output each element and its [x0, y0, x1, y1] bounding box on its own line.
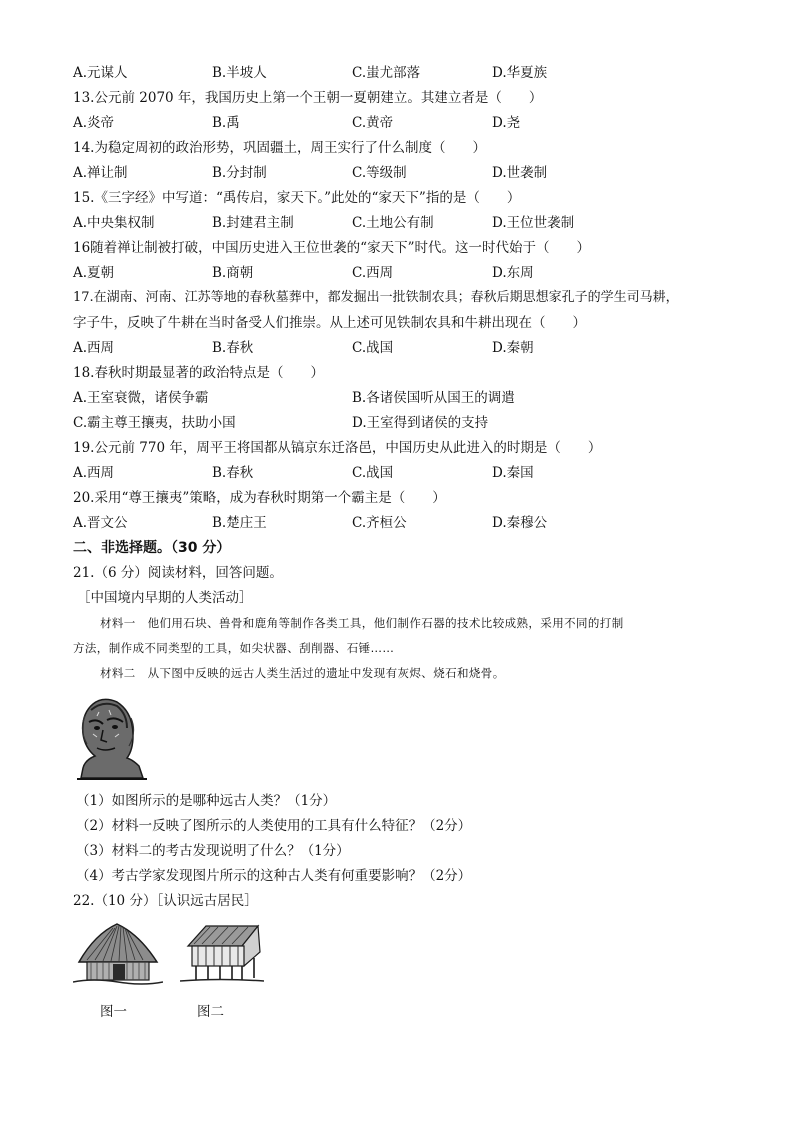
q17-option-a[interactable]: A.西周 [73, 340, 115, 356]
q20-option-c[interactable]: C.齐桓公 [352, 515, 407, 531]
q20-options [73, 514, 733, 532]
q12-option-a[interactable]: A.元谋人 [73, 65, 128, 81]
q16-options [73, 264, 733, 282]
q13-stem: 13.公元前 2070 年，我国历史上第一个王朝一夏朝建立。其建立者是（ ） [73, 90, 543, 106]
q15-option-a[interactable]: A.中央集权制 [73, 215, 155, 231]
q15-option-d[interactable]: D.王位世袭制 [492, 215, 575, 231]
q21-sub3: （3）材料二的考古发现说明了什么？（1分） [76, 843, 350, 859]
q12-options [73, 64, 733, 82]
q19-option-a[interactable]: A.西周 [73, 465, 115, 481]
q21-sub4: （4）考古学家发现图片所示的这种古人类有何重要影响？（2分） [76, 868, 472, 884]
q12-option-b[interactable]: B.半坡人 [212, 65, 267, 81]
thatched-hut-image [73, 920, 163, 988]
q18-options-row2 [73, 414, 733, 432]
q15-stem: 15.《三字经》中写道：“禹传启，家天下。”此处的“家天下”指的是（ ） [73, 190, 521, 206]
q13-option-a[interactable]: A.炎帝 [73, 115, 115, 131]
q16-option-a[interactable]: A.夏朝 [73, 265, 115, 281]
q22-stem: 22.（10 分）［认识远古居民］ [73, 893, 258, 909]
q21-material2: 材料二 从下图中反映的远古人类生活过的遗址中发现有灰烬、烧石和烧骨。 [100, 666, 505, 680]
q17-stem-line2: 字子牛，反映了牛耕在当时备受人们推崇。从上述可见铁制农具和牛耕出现在（ ） [73, 315, 586, 331]
q14-option-d[interactable]: D.世袭制 [492, 165, 548, 181]
q14-option-b[interactable]: B.分封制 [212, 165, 267, 181]
q13-option-b[interactable]: B.禹 [212, 115, 240, 131]
section-2-title: 二、非选择题。（30 分） [73, 540, 231, 556]
q15-option-c[interactable]: C.土地公有制 [352, 215, 434, 231]
q18-option-c[interactable]: C.霸主尊王攘夷，扶助小国 [73, 415, 236, 431]
q18-stem: 18.春秋时期最显著的政治特点是（ ） [73, 365, 324, 381]
q17-option-b[interactable]: B.春秋 [212, 340, 254, 356]
q17-option-d[interactable]: D.秦朝 [492, 340, 534, 356]
q13-options [73, 114, 733, 132]
q21-stem: 21.（6 分）阅读材料，回答问题。 [73, 565, 283, 581]
q20-option-a[interactable]: A.晋文公 [73, 515, 128, 531]
q18-option-a[interactable]: A.王室衰微，诸侯争霸 [73, 390, 209, 406]
q19-option-c[interactable]: C.战国 [352, 465, 394, 481]
q14-options [73, 164, 733, 182]
q12-option-d[interactable]: D.华夏族 [492, 65, 548, 81]
q12-option-c[interactable]: C.蚩尤部落 [352, 65, 421, 81]
q14-option-c[interactable]: C.等级制 [352, 165, 407, 181]
q19-options [73, 464, 733, 482]
figure-2-caption: 图二 [197, 1004, 224, 1020]
q21-sub1: （1）如图所示的是哪种远古人类？（1分） [76, 793, 337, 809]
q20-option-d[interactable]: D.秦穆公 [492, 515, 548, 531]
q14-option-a[interactable]: A.禅让制 [73, 165, 128, 181]
ancient-human-bust-image [73, 690, 151, 782]
q21-topic: ［中国境内早期的人类活动］ [77, 590, 253, 606]
q16-option-d[interactable]: D.东周 [492, 265, 534, 281]
q17-stem-line1: 17.在湖南、河南、江苏等地的春秋墓葬中，都发掘出一批铁制农具；春秋后期思想家孔子的学生司马耕， [73, 290, 679, 305]
q21-material1-line2: 方法，制作成不同类型的工具，如尖状器、刮削器、石锤…… [73, 641, 395, 655]
q20-stem: 20.采用“尊王攘夷”策略，成为春秋时期第一个霸主是（ ） [73, 490, 446, 506]
q16-option-c[interactable]: C.西周 [352, 265, 394, 281]
q17-options [73, 339, 733, 357]
q16-option-b[interactable]: B.商朝 [212, 265, 254, 281]
q16-stem: 16随着禅让制被打破，中国历史进入王位世袭的“家天下”时代。这一时代始于（ ） [73, 240, 590, 256]
q19-option-b[interactable]: B.春秋 [212, 465, 254, 481]
q21-material1-line1: 材料一 他们用石块、兽骨和鹿角等制作各类工具，他们制作石器的技术比较成熟，采用不同的打制 [100, 616, 624, 630]
figure-1-caption: 图一 [100, 1004, 127, 1020]
q14-stem: 14.为稳定周初的政治形势，巩固疆土，周王实行了什么制度（ ） [73, 140, 486, 156]
q19-option-d[interactable]: D.秦国 [492, 465, 534, 481]
q18-option-d[interactable]: D.王室得到诸侯的支持 [352, 415, 489, 431]
q21-sub2: （2）材料一反映了图所示的人类使用的工具有什么特征？（2分） [76, 818, 472, 834]
q17-option-c[interactable]: C.战国 [352, 340, 394, 356]
q20-option-b[interactable]: B.楚庄王 [212, 515, 267, 531]
q18-option-b[interactable]: B.各诸侯国听从国王的调遣 [352, 390, 515, 406]
q15-options [73, 214, 733, 232]
q15-option-b[interactable]: B.封建君主制 [212, 215, 294, 231]
stilt-house-image [180, 922, 264, 984]
q13-option-d[interactable]: D.尧 [492, 115, 521, 131]
q13-option-c[interactable]: C.黄帝 [352, 115, 394, 131]
q19-stem: 19.公元前 770 年，周平王将国都从镐京东迁洛邑，中国历史从此进入的时期是（ ） [73, 440, 602, 456]
q18-options-row1 [73, 389, 733, 407]
